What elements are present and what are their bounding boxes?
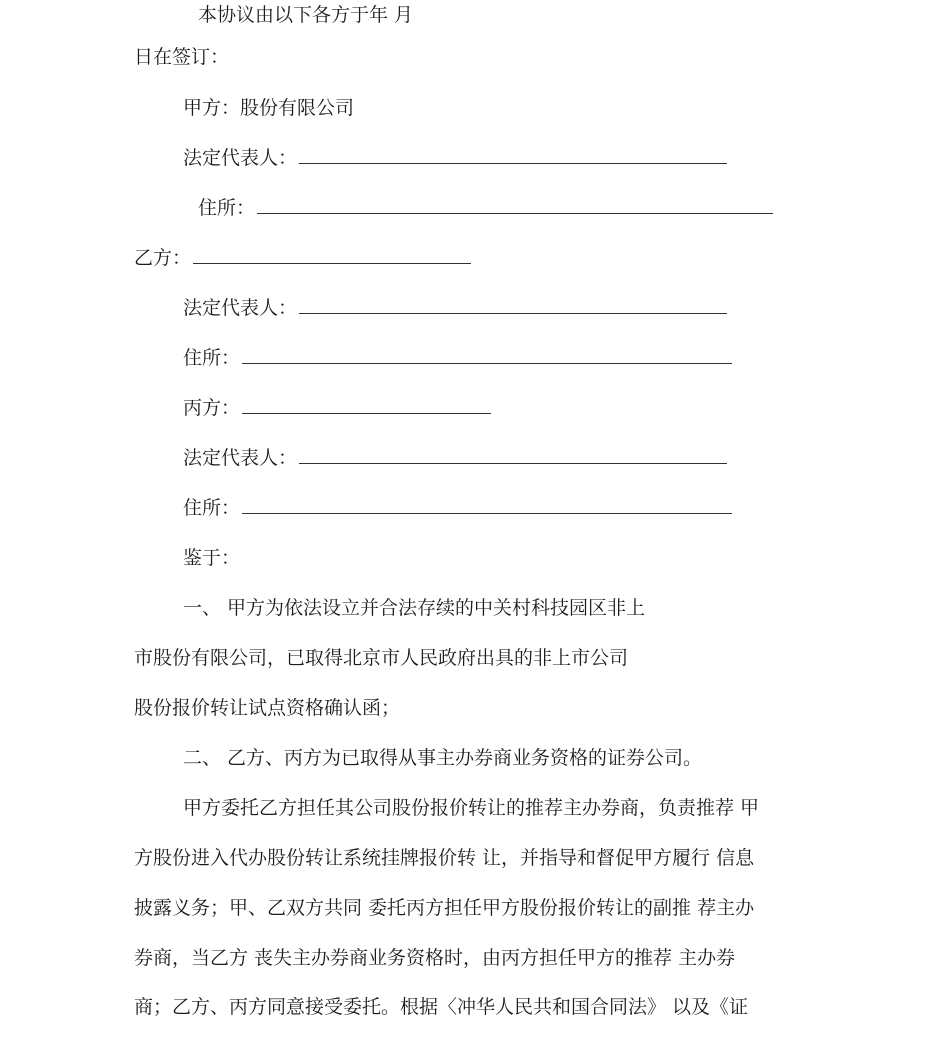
party-c-addr-label: 住所： bbox=[183, 497, 241, 519]
party-c-rep-row bbox=[183, 446, 727, 470]
party-c-label: 丙方： bbox=[183, 397, 241, 419]
party-c-rep-blank[interactable] bbox=[299, 449, 727, 464]
date-line: 本协议由以下各方于年 月 bbox=[198, 4, 414, 26]
party-b-label: 乙方： bbox=[134, 247, 192, 269]
whereas-label: 鉴于： bbox=[183, 547, 241, 569]
body-line4: 券商，当乙方 丧失主办券商业务资格时，由丙方担任甲方的推荐 主办券 bbox=[134, 947, 736, 969]
body-line2: 方股份进入代办股份转让系统挂牌报价转 让，并指导和督促甲方履行 信息 bbox=[134, 847, 755, 869]
whereas-item1-line1: 一、 甲方为依法设立并合法存续的中关村科技园区非上 bbox=[183, 597, 646, 619]
party-b-rep-label: 法定代表人： bbox=[183, 297, 298, 319]
party-b-rep-row bbox=[183, 296, 727, 320]
party-b-rep-blank[interactable] bbox=[299, 299, 727, 314]
date-line-cont: 日在签订： bbox=[134, 46, 230, 68]
party-c-blank[interactable] bbox=[242, 399, 491, 414]
party-b-blank[interactable] bbox=[193, 249, 471, 264]
party-a-rep-blank[interactable] bbox=[299, 149, 727, 164]
party-a-label: 甲方：股份有限公司 bbox=[183, 97, 355, 119]
whereas-item1-line2: 市股份有限公司，已取得北京市人民政府出具的非上市公司 bbox=[134, 647, 629, 669]
party-c-row bbox=[183, 396, 491, 420]
party-a-addr-row bbox=[198, 196, 773, 220]
body-line3: 披露义务；甲、乙双方共同 委托丙方担任甲方股份报价转让的副推 荐主办 bbox=[134, 897, 755, 919]
party-c-rep-label: 法定代表人： bbox=[183, 447, 298, 469]
body-line1: 甲方委托乙方担任其公司股份报价转让的推荐主办券商，负责推荐 甲 bbox=[183, 797, 760, 819]
party-a-rep-label: 法定代表人： bbox=[183, 147, 298, 169]
party-a-rep-row bbox=[183, 146, 727, 170]
party-c-addr-blank[interactable] bbox=[242, 499, 732, 514]
party-b-row bbox=[134, 246, 471, 270]
party-b-addr-row bbox=[183, 346, 732, 370]
party-b-addr-blank[interactable] bbox=[242, 349, 732, 364]
party-c-addr-row bbox=[183, 496, 732, 520]
party-a-addr-label: 住所： bbox=[198, 197, 256, 219]
body-line5: 商；乙方、丙方同意接受委托。根据〈冲华人民共和国合同法》 以及《证 bbox=[134, 996, 749, 1018]
party-a-addr-blank[interactable] bbox=[257, 199, 773, 214]
whereas-item2: 二、 乙方、丙方为已取得从事主办券商业务资格的证券公司。 bbox=[183, 747, 703, 769]
whereas-item1-line3: 股份报价转让试点资格确认函； bbox=[134, 697, 401, 719]
party-b-addr-label: 住所： bbox=[183, 347, 241, 369]
